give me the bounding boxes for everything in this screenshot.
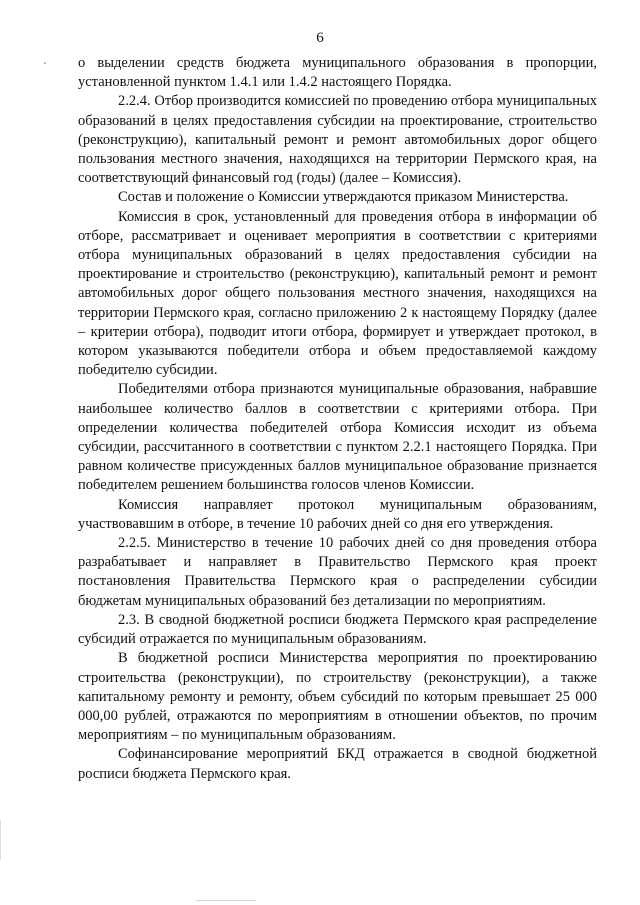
paragraph: о выделении средств бюджета муниципального образования в пропорции, установленной пунктом 1.4.1 или 1.4.2 настоящего Порядка.: [78, 55, 597, 91]
paragraph: Состав и положение о Комиссии утверждаются приказом Министерства.: [118, 189, 569, 206]
paragraph: 2.2.4. Отбор производится комиссией по проведению отбора муниципальных образований в целях предоставления субсидии на проектирование, строительство (реконструкцию), капитальный ремонт и ремонт автомобильных дорог общего пользования местного значения, находящихся на территории Пермского края, на соответствующий финансовый год (годы) (далее – Комиссия).: [78, 93, 597, 187]
paragraph: Комиссия в срок, установленный для проведения отбора в информации об отборе, рассматривает и оценивает мероприятия в соответствии с критериями отбора муниципальных образований в целях предоставления субсидии на проектирование и строительство (реконструкцию), капитальный ремонт и ремонт автомобильных дорог общего пользования местного значения, находящихся на территории Пермского края, согласно приложению 2 к настоящему Порядку (далее – критерии отбора), подводит итоги отбора, формирует и утверждает протокол, в котором указываются победители отбора и объем предоставляемой каждому победителю субсидии.: [78, 208, 597, 379]
scan-bottom-mark: [196, 900, 256, 901]
page-number: 6: [316, 30, 324, 46]
paragraph: Комиссия направляет протокол муниципальным образованиям, участвовавшим в отборе, в течение 10 рабочих дней со дня его утверждения.: [78, 496, 597, 532]
scan-speck: [44, 62, 46, 64]
document-body: [78, 54, 597, 784]
paragraph: 2.3. В сводной бюджетной росписи бюджета Пермского края распределение субсидий отражается по муниципальным образованиям.: [78, 611, 597, 648]
paragraph: В бюджетной росписи Министерства мероприятия по проектированию строительства (реконструкции), по строительству (реконструкции), а также капитальному ремонту и ремонту, объем субсидий по которым превышает 25 000 000,00 рублей, отражаются по мероприятиям в отношении объектов, по прочим мероприятиям – по муниципальным образованиям.: [78, 650, 597, 744]
paragraph: Софинансирование мероприятий БКД отражается в сводной бюджетной росписи бюджета Пермского края.: [78, 746, 597, 782]
scan-edge-mark: [0, 820, 1, 860]
paragraph: Победителями отбора признаются муниципальные образования, набравшие наибольшее количество баллов в соответствии с критериями отбора. При определении количества победителей отбора Комиссия исходит из объема субсидии, рассчитанного в соответствии с пунктом 2.2.1 настоящего Порядка. При равном количестве присужденных баллов муниципальное образование признается победителем решением большинства голосов членов Комиссии.: [78, 381, 597, 494]
paragraph: 2.2.5. Министерство в течение 10 рабочих дней со дня проведения отбора разрабатывает и направляет в Правительство Пермского края проект постановления Правительства Пермского края о распределении субсидии бюджетам муниципальных образований без детализации по мероприятиям.: [78, 535, 597, 609]
